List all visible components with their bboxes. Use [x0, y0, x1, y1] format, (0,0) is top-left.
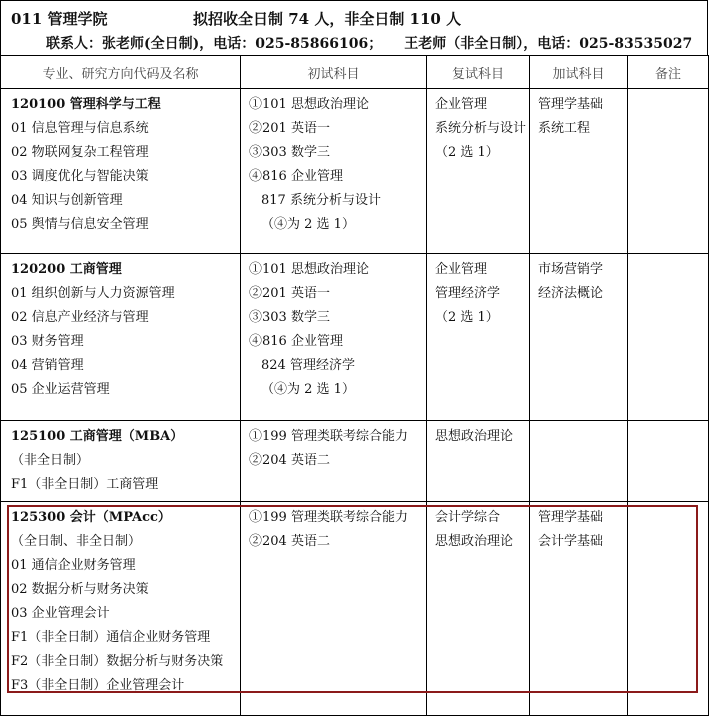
- retest-cell: [427, 254, 530, 421]
- remarks-cell: [628, 89, 709, 254]
- exam-subject: ④816 企业管理: [249, 169, 343, 184]
- exam-subject: ①101 思想政治理论: [249, 262, 369, 277]
- major-code-name: 125100 工商管理（MBA）: [11, 429, 184, 444]
- study-mode: （非全日制）: [11, 453, 90, 468]
- exam-subject: ①101 思想政治理论: [249, 97, 369, 112]
- extra-exam-cell: [530, 502, 628, 716]
- enrollment-quota: 拟招收全日制 74 人，非全日制 110 人: [193, 10, 462, 28]
- contact-line: [46, 33, 692, 53]
- major-code-name: 120200 工商管理: [11, 262, 122, 277]
- initial-exam-cell: [241, 89, 427, 254]
- extra-exam-cell: [530, 89, 628, 254]
- col-header-initial-exam: 初试科目: [241, 56, 427, 89]
- research-direction: 03 调度优化与智能决策: [11, 169, 149, 184]
- research-direction: 02 物联网复杂工程管理: [11, 145, 149, 160]
- initial-exam-cell: [241, 254, 427, 421]
- exam-subject: 817 系统分析与设计: [261, 193, 381, 208]
- extra-exam-cell: [530, 254, 628, 421]
- research-direction: 04 知识与创新管理: [11, 193, 123, 208]
- exam-subject: ④816 企业管理: [249, 334, 343, 349]
- extra-subject: 系统工程: [538, 121, 591, 136]
- table-row: [1, 502, 709, 716]
- exam-subject: ②201 英语一: [249, 121, 330, 136]
- initial-exam-cell: [241, 502, 427, 716]
- research-direction: F2（非全日制）数据分析与财务决策: [11, 654, 224, 669]
- extra-subject: 市场营销学: [538, 262, 604, 277]
- major-code-name: 125300 会计（MPAcc）: [11, 510, 171, 525]
- exam-note: （④为 2 选 1）: [261, 382, 355, 397]
- exam-note: （④为 2 选 1）: [261, 217, 355, 232]
- research-direction: 01 通信企业财务管理: [11, 558, 136, 573]
- table-row: [1, 421, 709, 502]
- exam-subject: ③303 数学三: [249, 310, 330, 325]
- initial-exam-cell: [241, 421, 427, 502]
- exam-subject: ②204 英语二: [249, 534, 330, 549]
- retest-cell: [427, 89, 530, 254]
- major-cell: [1, 254, 241, 421]
- college-title-line: [11, 8, 462, 29]
- research-direction: F1（非全日制）工商管理: [11, 477, 159, 492]
- college-header: [0, 0, 708, 55]
- major-cell: [1, 89, 241, 254]
- col-header-retest: 复试科目: [427, 56, 530, 89]
- table-row: [1, 254, 709, 421]
- research-direction: 02 信息产业经济与管理: [11, 310, 149, 325]
- col-header-extra-exam: 加试科目: [530, 56, 628, 89]
- extra-subject: 经济法概论: [538, 286, 604, 301]
- remarks-cell: [628, 421, 709, 502]
- major-cell: [1, 502, 241, 716]
- research-direction: 03 企业管理会计: [11, 606, 110, 621]
- program-table: [0, 55, 709, 716]
- retest-note: （2 选 1）: [435, 145, 499, 160]
- research-direction: 05 舆情与信息安全管理: [11, 217, 149, 232]
- retest-cell: [427, 502, 530, 716]
- remarks-cell: [628, 254, 709, 421]
- exam-subject: ①199 管理类联考综合能力: [249, 429, 408, 444]
- major-cell: [1, 421, 241, 502]
- remarks-cell: [628, 502, 709, 716]
- exam-subject: ③303 数学三: [249, 145, 330, 160]
- retest-subject: 思想政治理论: [435, 429, 514, 444]
- research-direction: 01 信息管理与信息系统: [11, 121, 149, 136]
- retest-subject: 企业管理: [435, 262, 488, 277]
- extra-subject: 会计学基础: [538, 534, 604, 549]
- exam-subject: ①199 管理类联考综合能力: [249, 510, 408, 525]
- col-header-major: 专业、研究方向代码及名称: [1, 56, 241, 89]
- extra-subject: 管理学基础: [538, 97, 604, 112]
- extra-exam-cell: [530, 421, 628, 502]
- exam-subject: ②204 英语二: [249, 453, 330, 468]
- contact-wang: 王老师（非全日制），电话：025-83535027: [404, 36, 693, 52]
- major-code-name: 120100 管理科学与工程: [11, 97, 161, 112]
- research-direction: F3（非全日制）企业管理会计: [11, 678, 185, 693]
- research-direction: 04 营销管理: [11, 358, 84, 373]
- retest-subject: 系统分析与设计: [435, 121, 527, 136]
- research-direction: 02 数据分析与财务决策: [11, 582, 149, 597]
- retest-subject: 思想政治理论: [435, 534, 514, 549]
- retest-subject: 管理经济学: [435, 286, 501, 301]
- contact-zhang: 联系人：张老师(全日制)，电话：025-85866106；: [46, 36, 383, 52]
- college-name: 011 管理学院: [11, 10, 108, 28]
- research-direction: F1（非全日制）通信企业财务管理: [11, 630, 211, 645]
- research-direction: 05 企业运营管理: [11, 382, 110, 397]
- retest-subject: 企业管理: [435, 97, 488, 112]
- retest-cell: [427, 421, 530, 502]
- exam-subject: ②201 英语一: [249, 286, 330, 301]
- research-direction: 01 组织创新与人力资源管理: [11, 286, 175, 301]
- extra-subject: 管理学基础: [538, 510, 604, 525]
- retest-note: （2 选 1）: [435, 310, 499, 325]
- table-header-row: [1, 56, 709, 89]
- research-direction: 03 财务管理: [11, 334, 84, 349]
- study-mode: （全日制、非全日制）: [11, 534, 142, 549]
- retest-subject: 会计学综合: [435, 510, 501, 525]
- table-row: [1, 89, 709, 254]
- col-header-remarks: 备注: [628, 56, 709, 89]
- exam-subject: 824 管理经济学: [261, 358, 355, 373]
